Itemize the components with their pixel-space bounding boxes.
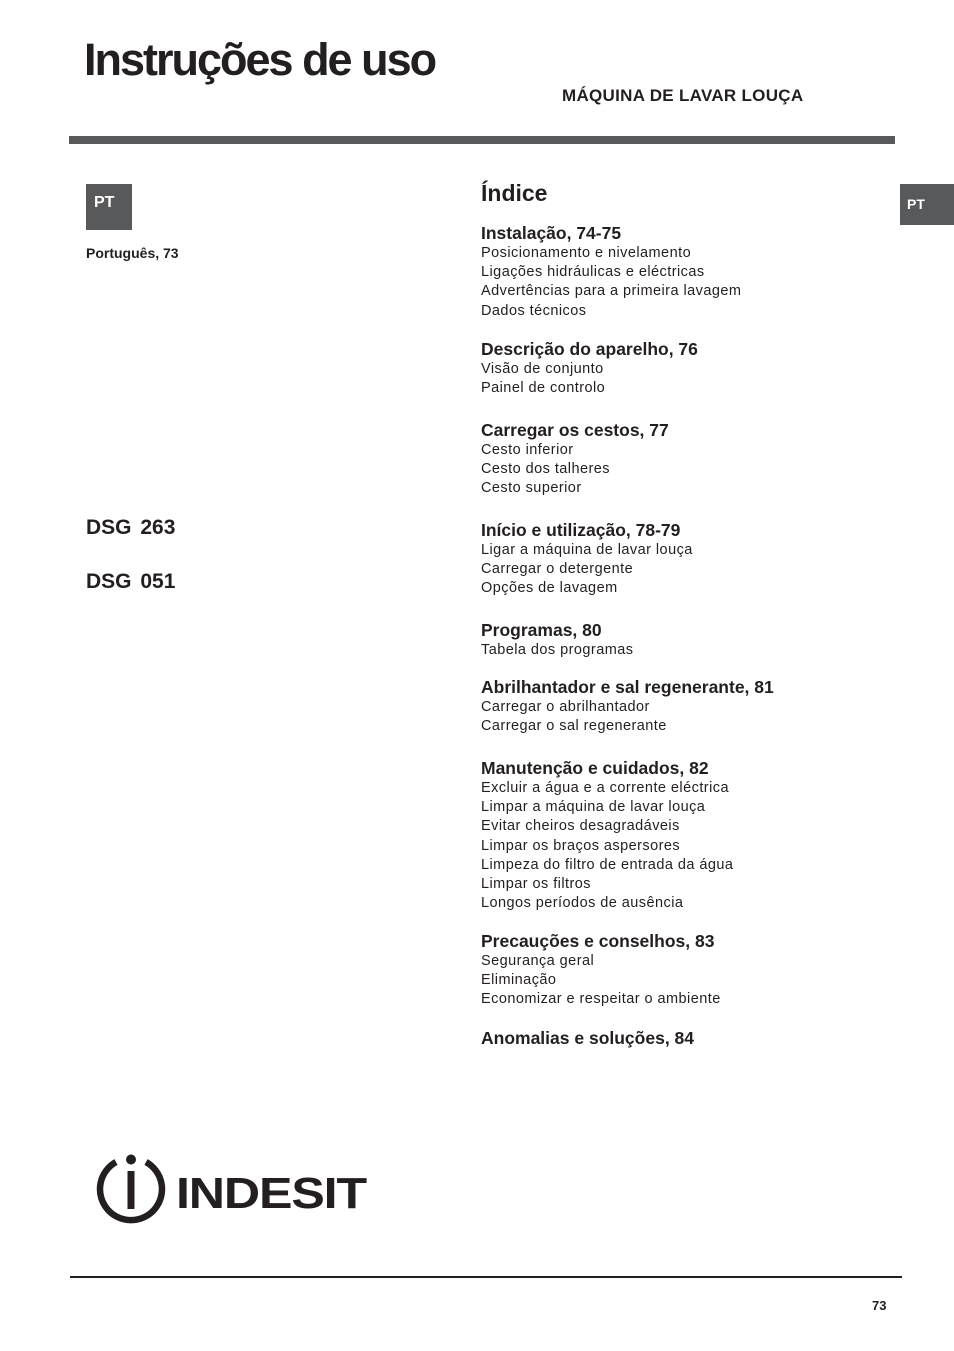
language-badge: PT (86, 184, 132, 230)
language-side-tab: PT (900, 184, 954, 225)
toc-item: Advertências para a primeira lavagem (481, 283, 742, 300)
toc-section-title: Descrição do aparelho, 76 (481, 339, 698, 359)
toc-item: Visão de conjunto (481, 361, 604, 377)
toc-item: Limpar os braços aspersores (481, 837, 681, 854)
toc-section (481, 419, 669, 499)
toc-section-title: Anomalias e soluções, 84 (481, 1028, 695, 1048)
toc-item: Ligações hidráulicas e eléctricas (481, 264, 705, 281)
page-number: 73 (872, 1298, 887, 1313)
toc-section (481, 1027, 694, 1049)
toc-item: Ligar a máquina de lavar louça (481, 542, 693, 558)
product-type-subtitle: MÁQUINA DE LAVAR LOUÇA (562, 86, 804, 105)
toc-item: Painel de controlo (481, 380, 606, 397)
toc-section-title: Precauções e conselhos, 83 (481, 931, 715, 951)
toc-section (481, 930, 721, 1010)
toc-section-title: Instalação, 74-75 (481, 223, 622, 243)
toc-item: Cesto dos talheres (481, 461, 610, 478)
model-name: DSG 051 (86, 570, 176, 593)
toc-item: Dados técnicos (481, 302, 587, 319)
toc-item: Carregar o abrilhantador (481, 699, 650, 715)
toc-item: Evitar cheiros desagradáveis (481, 818, 680, 835)
toc-section-title: Abrilhantador e sal regenerante, 81 (481, 677, 774, 697)
toc-section (481, 222, 741, 321)
language-entry: Português, 73 (86, 245, 179, 261)
toc-item: Excluir a água e a corrente eléctrica (481, 780, 729, 796)
toc-item: Tabela dos programas (481, 642, 634, 658)
toc-item: Cesto superior (481, 480, 582, 497)
toc-item: Economizar e respeitar o ambiente (481, 991, 721, 1008)
toc-heading: Índice (481, 180, 548, 206)
toc-item: Limpar a máquina de lavar louça (481, 799, 706, 816)
toc-section (481, 757, 733, 913)
header-divider (69, 136, 895, 144)
toc-item: Cesto inferior (481, 442, 574, 458)
toc-item: Longos períodos de ausência (481, 895, 684, 912)
toc-section-title: Início e utilização, 78-79 (481, 520, 681, 540)
toc-item: Segurança geral (481, 953, 595, 969)
document-title: Instruções de uso (84, 34, 436, 85)
toc-section (481, 519, 693, 599)
footer-divider (70, 1276, 902, 1278)
toc-section (481, 676, 774, 736)
toc-item: Eliminação (481, 972, 557, 989)
toc-section (481, 338, 698, 398)
toc-item: Carregar o sal regenerante (481, 718, 667, 735)
indesit-logo (96, 1153, 371, 1233)
svg-text:INDESIT: INDESIT (176, 1169, 368, 1218)
toc-section-title: Carregar os cestos, 77 (481, 420, 669, 440)
toc-item: Opções de lavagem (481, 580, 618, 597)
toc-section-title: Manutenção e cuidados, 82 (481, 758, 709, 778)
toc-section (481, 619, 633, 660)
toc-item: Posicionamento e nivelamento (481, 245, 692, 261)
toc-item: Limpeza do filtro de entrada da água (481, 856, 734, 873)
toc-section-title: Programas, 80 (481, 620, 602, 640)
toc-item: Limpar os filtros (481, 876, 591, 893)
toc-item: Carregar o detergente (481, 561, 634, 578)
model-name: DSG 263 (86, 516, 176, 539)
